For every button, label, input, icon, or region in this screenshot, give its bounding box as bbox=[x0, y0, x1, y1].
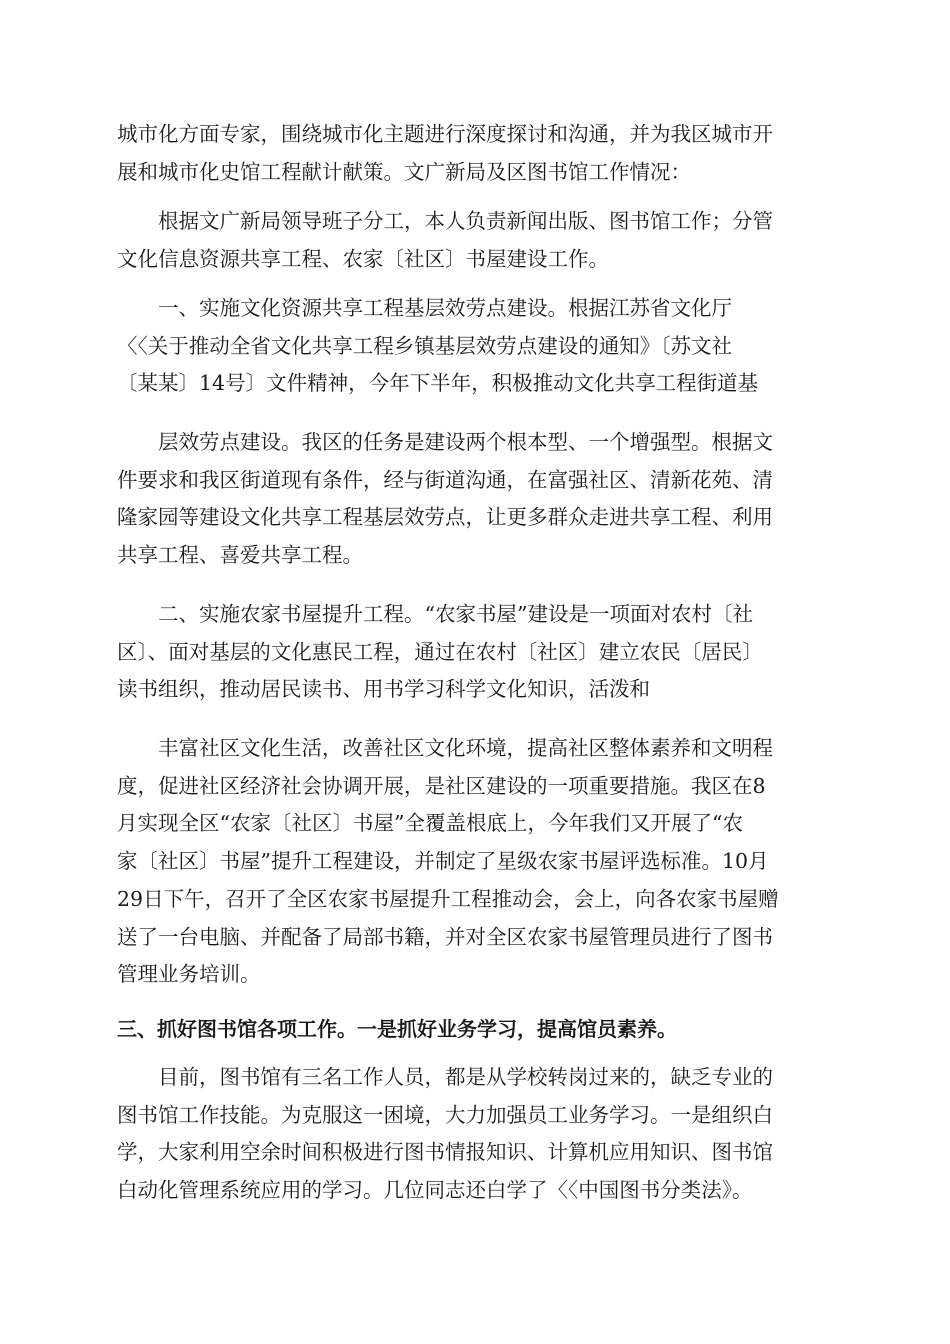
section-three-heading bbox=[117, 1011, 833, 1049]
text-line: 层效劳点建设。我区的任务是建设两个根本型、一个增强型。根据文 bbox=[158, 430, 773, 454]
paragraph-section-two-body bbox=[117, 730, 833, 994]
text-line: 根据文广新局领导班子分工，本人负责新闻出版、图书馆工作；分管 bbox=[158, 209, 773, 233]
text-line: 白动化管理系统应用的学习。几位同志还白学了〈〈中国图书分类法》。 bbox=[117, 1178, 753, 1203]
text-line: 月实现全区“农家〔社区〕书屋”全覆盖根底上，今年我们又开展了“农 bbox=[117, 811, 743, 836]
paragraph-responsibilities bbox=[117, 203, 833, 278]
text-line: 家〔社区〕书屋”提升工程建设，并制定了星级农家书屋评选标准。10月 bbox=[117, 849, 769, 874]
paragraph-section-two-intro bbox=[117, 596, 833, 709]
text-line: 展和城市化史馆工程献计献策。文广新局及区图书馆工作情况： bbox=[117, 159, 691, 184]
text-line: 〔某某〕14号〕文件精神，今年下半年，积极推动文化共享工程街道基 bbox=[117, 371, 759, 396]
text-line: 丰富社区文化生活，改善社区文化环境，提高社区整体素养和文明程 bbox=[158, 736, 773, 760]
text-line: 件要求和我区街道现有条件，经与街道沟通，在富强社区、清新花苑、清 bbox=[117, 467, 773, 492]
text-line: 三、抓好图书馆各项工作。一是抓好业务学习，提高馆员素养。 bbox=[117, 1017, 677, 1041]
text-line: 区〕、面对基层的文化惠民工程，通过在农村〔社区〕建立农民〔居民〕 bbox=[117, 639, 763, 664]
paragraph-section-one-body bbox=[117, 424, 833, 575]
text-line: 管理业务培训。 bbox=[117, 962, 261, 987]
text-line: 一、实施文化资源共享工程基层效劳点建设。根据江苏省文化厅 bbox=[158, 296, 732, 320]
text-line: 隆家园等建设文化共享工程基层效劳点，让更多群众走进共享工程、利用 bbox=[117, 505, 773, 530]
paragraph-section-three-body bbox=[117, 1059, 833, 1210]
text-line: 图书馆工作技能。为克服这一困境，大力加强员工业务学习。一是组织白 bbox=[117, 1102, 773, 1127]
text-line: 〈〈关于推动全省文化共享工程乡镇基层效劳点建设的通知》〔苏文社 bbox=[117, 333, 732, 358]
paragraph-section-one-intro bbox=[117, 290, 833, 403]
text-line: 共享工程、喜爱共享工程。 bbox=[117, 543, 363, 568]
text-line: 学，大家利用空余时间积极进行图书情报知识、计算机应用知识、图书馆 bbox=[117, 1140, 773, 1165]
text-line: 城市化方面专家，围绕城市化主题进行深度探讨和沟通，并为我区城市开 bbox=[117, 122, 773, 146]
text-line: 29日下午，召开了全区农家书屋提升工程推动会，会上，向各农家书屋赠 bbox=[117, 886, 779, 911]
text-line: 文化信息资源共享工程、农家〔社区〕书屋建设工作。 bbox=[117, 246, 609, 271]
text-line: 送了一台电脑、并配备了局部书籍，并对全区农家书屋管理员进行了图书 bbox=[117, 924, 773, 949]
text-line: 度，促进社区经济社会协调开展，是社区建设的一项重要措施。我区在8 bbox=[117, 773, 766, 798]
text-line: 读书组织，推动居民读书、用书学习科学文化知识，活泼和 bbox=[117, 677, 650, 702]
text-line: 二、实施农家书屋提升工程。“农家书屋”建设是一项面对农村〔社 bbox=[158, 602, 753, 626]
paragraph-urbanization-experts bbox=[117, 116, 833, 191]
text-line: 目前，图书馆有三名工作人员，都是从学校转岗过来的，缺乏专业的 bbox=[158, 1065, 773, 1089]
